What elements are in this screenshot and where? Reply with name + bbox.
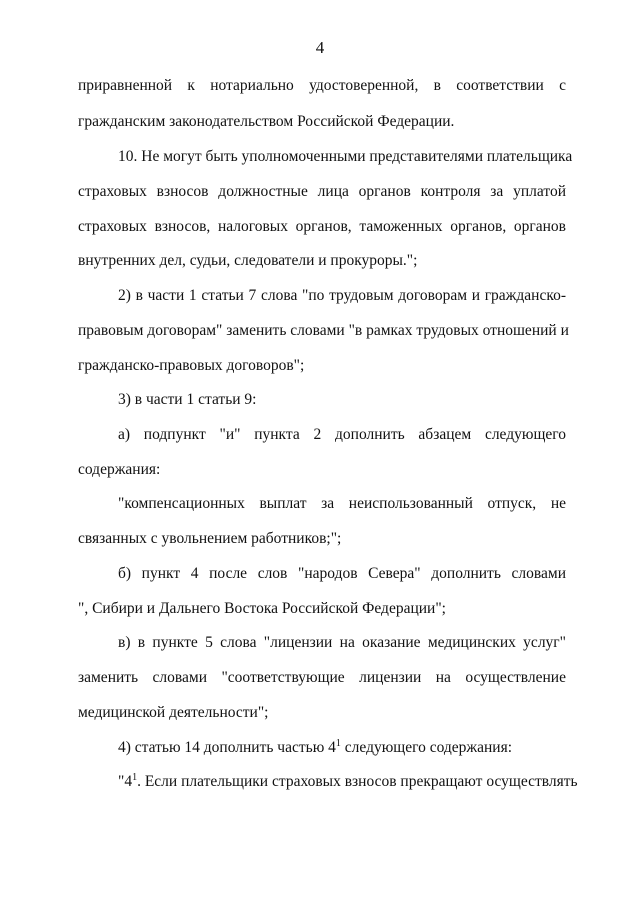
text-line: гражданским законодательством Российской Федерации. [78,113,455,130]
text-line: содержания: [78,461,161,478]
text-line: 10. Не могут быть уполномоченными представителями плательщика [118,148,573,165]
text-line: связанных с увольнением работников;"; [78,530,342,547]
text-fragment: "4 [118,773,133,790]
text-line: а) подпункт "и" пункта 2 дополнить абзацем следующего [118,426,566,443]
text-line: ", Сибири и Дальнего Востока Российской Федерации"; [78,600,446,617]
page-number: 4 [315,38,325,57]
text-line: правовым договорам" заменить словами "в рамках трудовых отношений и [78,322,569,339]
text-line: внутренних дел, судьи, следователи и прокуроры."; [78,252,418,269]
text-line: б) пункт 4 после слов "народов Севера" дополнить словами [118,565,566,582]
text-line: 3) в части 1 статьи 9: [118,391,257,408]
text-line: 2) в части 1 статьи 7 слова "по трудовым договорам и гражданско- [118,287,566,304]
text-line [118,738,512,758]
text-fragment: 4) статью 14 дополнить частью 4 [118,739,336,756]
text-line: заменить словами "соответствующие лицензии на осуществление [78,669,566,686]
text-fragment: . Если плательщики страховых взносов прекращают осуществлять [137,773,578,790]
text-line: гражданско-правовых договоров"; [78,357,305,374]
text-line: "компенсационных выплат за неиспользованный отпуск, не [118,495,566,512]
text-line: медицинской деятельности"; [78,704,269,721]
superscript: 1 [132,771,138,783]
superscript: 1 [335,737,341,749]
text-line: в) в пункте 5 слова "лицензии на оказание медицинских услуг" [118,634,566,651]
text-line: страховых взносов должностные лица органов контроля за уплатой [78,183,566,200]
text-line: страховых взносов, налоговых органов, таможенных органов, органов [78,218,566,235]
text-line: приравненной к нотариально удостоверенной, в соответствии с [78,77,566,94]
text-fragment: следующего содержания: [340,739,513,756]
text-line [118,771,578,792]
